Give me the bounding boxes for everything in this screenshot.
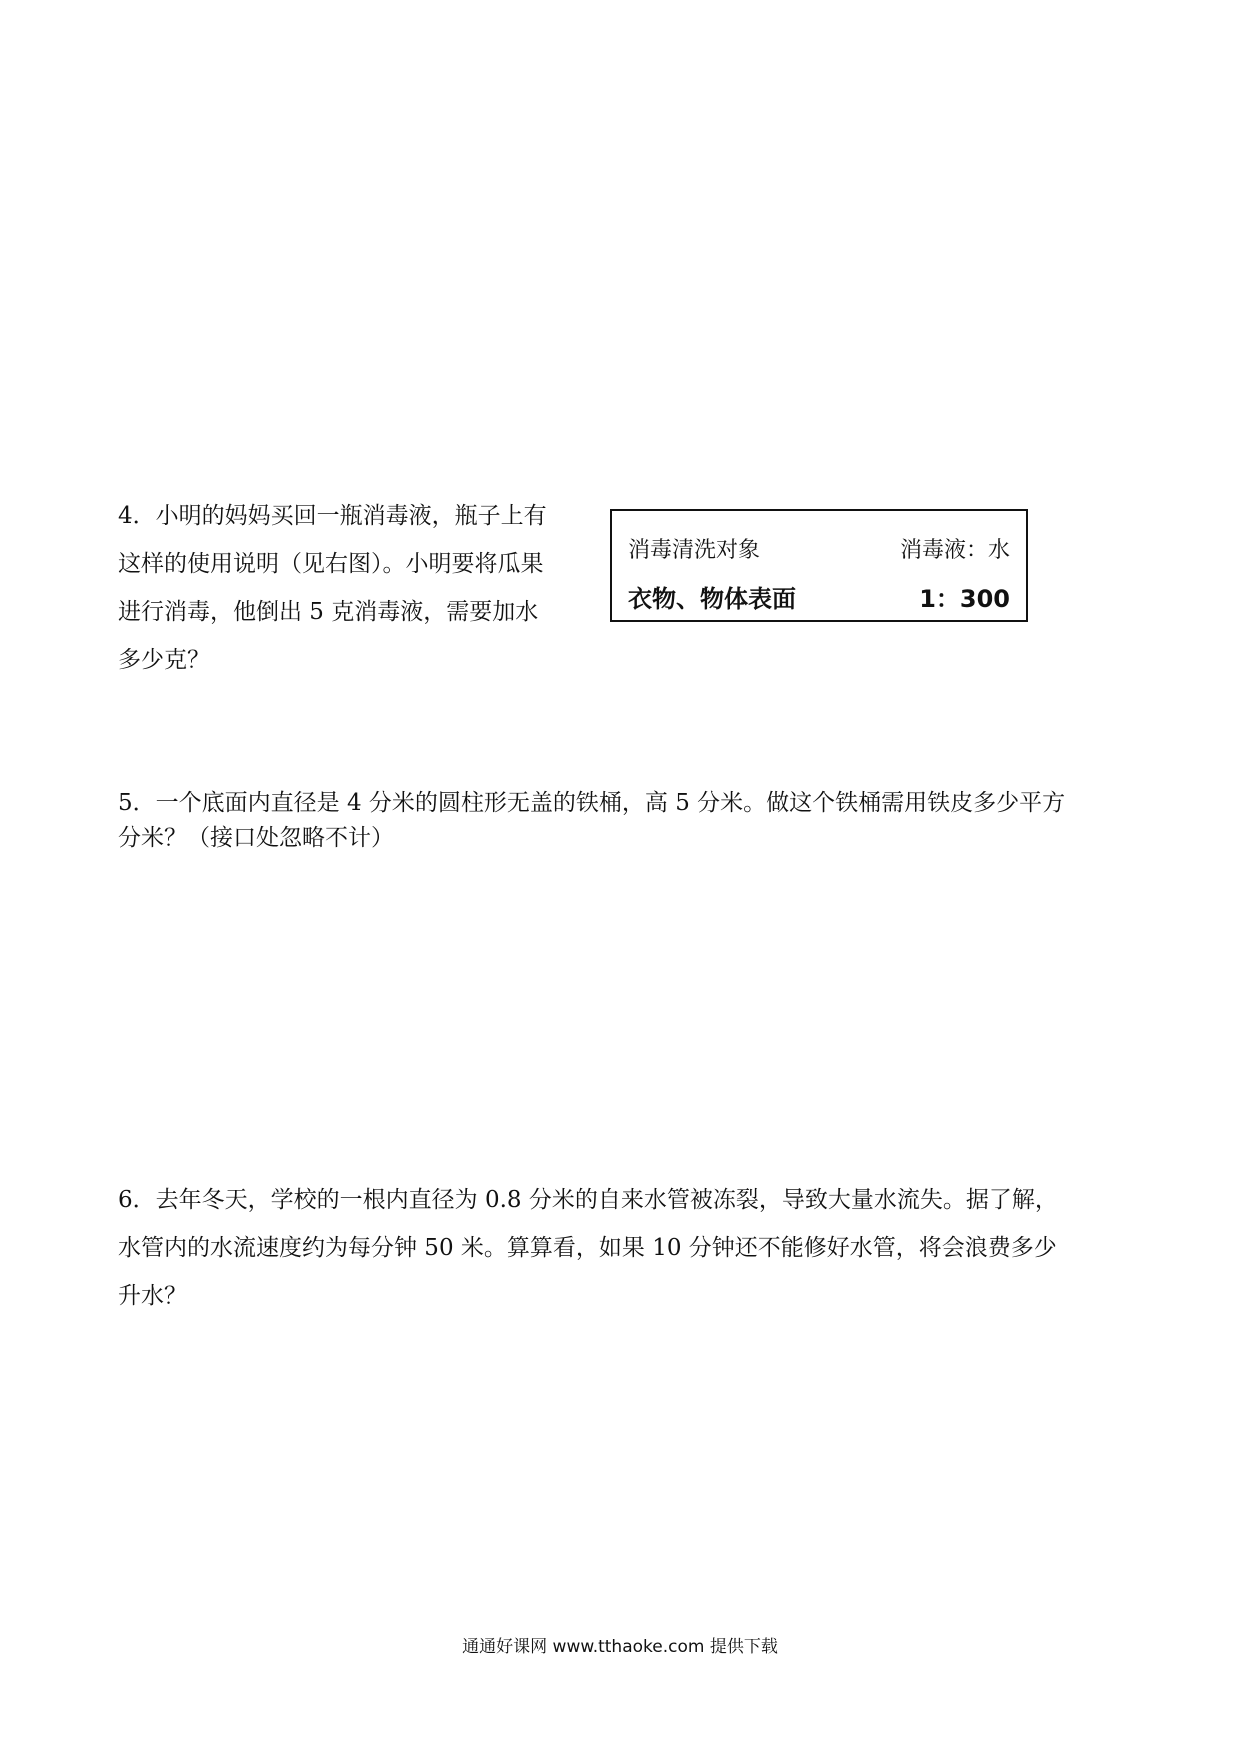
table-cell-object: 衣物、物体表面	[628, 585, 796, 613]
usage-instruction-table	[610, 509, 1028, 622]
question-6-line-1: 6．去年冬天，学校的一根内直径为 0.8 分米的自来水管被冻裂，导致大量水流失。据了解，	[118, 1187, 1058, 1213]
page-footer: 通通好课网 www.tthaoke.com 提供下载	[462, 1637, 778, 1657]
question-5-line-1: 5．一个底面内直径是 4 分米的圆柱形无盖的铁桶，高 5 分米。做这个铁桶需用铁皮多少平方	[118, 790, 1066, 816]
table-cell-ratio: 1：300	[919, 585, 1010, 613]
question-6-line-3: 升水？	[118, 1283, 187, 1309]
question-5-line-2: 分米？（接口处忽略不计）	[118, 825, 394, 851]
question-4-line-4: 多少克？	[118, 647, 210, 673]
question-6-line-2: 水管内的水流速度约为每分钟 50 米。算算看，如果 10 分钟还不能修好水管，将会浪费多少	[118, 1235, 1057, 1261]
table-header-object: 消毒清洗对象	[628, 538, 761, 563]
question-4-line-3: 进行消毒，他倒出 5 克消毒液，需要加水	[118, 599, 539, 625]
question-4-line-2: 这样的使用说明（见右图）。小明要将瓜果	[118, 551, 544, 577]
question-4-line-1: 4．小明的妈妈买回一瓶消毒液，瓶子上有	[118, 503, 547, 529]
table-header-ratio: 消毒液：水	[899, 538, 1010, 563]
